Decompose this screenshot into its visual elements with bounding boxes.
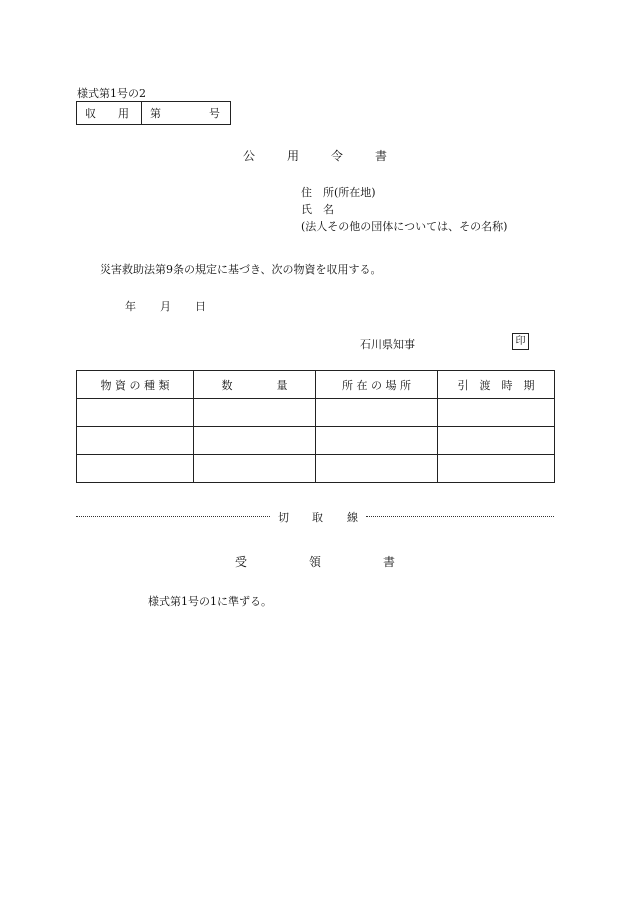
table-cell[interactable] [194,399,316,427]
header-char: 用 [118,107,129,120]
header-box-cell-1 [77,102,142,125]
address-line: 住 所(所在地) [301,186,376,199]
table-row [77,427,555,455]
table-row [77,399,555,427]
header-char: 収 [85,107,96,120]
name-line: 氏 名 [301,203,334,216]
corporate-note: (法人その他の団体については、その名称) [301,220,508,233]
reference-note: 様式第1号の1に準ずる。 [148,595,272,608]
header-char: 第 [150,107,161,120]
table-cell[interactable] [438,427,555,455]
table-header: 引 渡 時 期 [438,371,555,399]
cut-line-dash-right [366,516,554,517]
title-char: 令 [331,149,344,163]
table-cell[interactable] [316,427,438,455]
date-line [125,298,206,314]
receipt-title [0,553,630,570]
body-text: 災害救助法第9条の規定に基づき、次の物資を収用する。 [100,263,382,276]
date-month: 月 [160,300,171,313]
table-row [77,455,555,483]
table-cell[interactable] [316,399,438,427]
table-header-row [77,371,555,399]
table-cell[interactable] [438,399,555,427]
cut-line-dash-left [76,516,270,517]
cut-line-char: 取 [312,511,323,524]
table-header: 物 資 の 種 類 [77,371,194,399]
receipt-title-char: 書 [383,555,396,569]
header-box [76,101,231,125]
header-char: 号 [209,107,220,120]
table-cell[interactable] [194,455,316,483]
title-char: 書 [375,149,388,163]
table-cell[interactable] [194,427,316,455]
receipt-title-char: 領 [308,555,321,569]
date-year: 年 [125,300,136,313]
title-char: 公 [242,149,255,163]
items-table [76,370,555,483]
document-title [0,147,630,164]
table-header: 数 量 [194,371,316,399]
form-label: 様式第1号の2 [77,87,146,100]
governor-name: 石川県知事 [360,338,415,351]
cut-line-char: 切 [278,511,289,524]
table-cell[interactable] [77,455,194,483]
title-char: 用 [286,149,299,163]
table-cell[interactable] [77,399,194,427]
header-box-cell-2 [142,102,231,125]
table-cell[interactable] [438,455,555,483]
cut-line-char: 線 [347,511,358,524]
seal-mark: 印 [512,333,529,350]
table-header: 所 在 の 場 所 [316,371,438,399]
table-cell[interactable] [77,427,194,455]
date-day: 日 [195,300,206,313]
receipt-title-char: 受 [234,555,247,569]
address-block [301,184,507,235]
table-cell[interactable] [316,455,438,483]
cut-line [76,509,554,523]
